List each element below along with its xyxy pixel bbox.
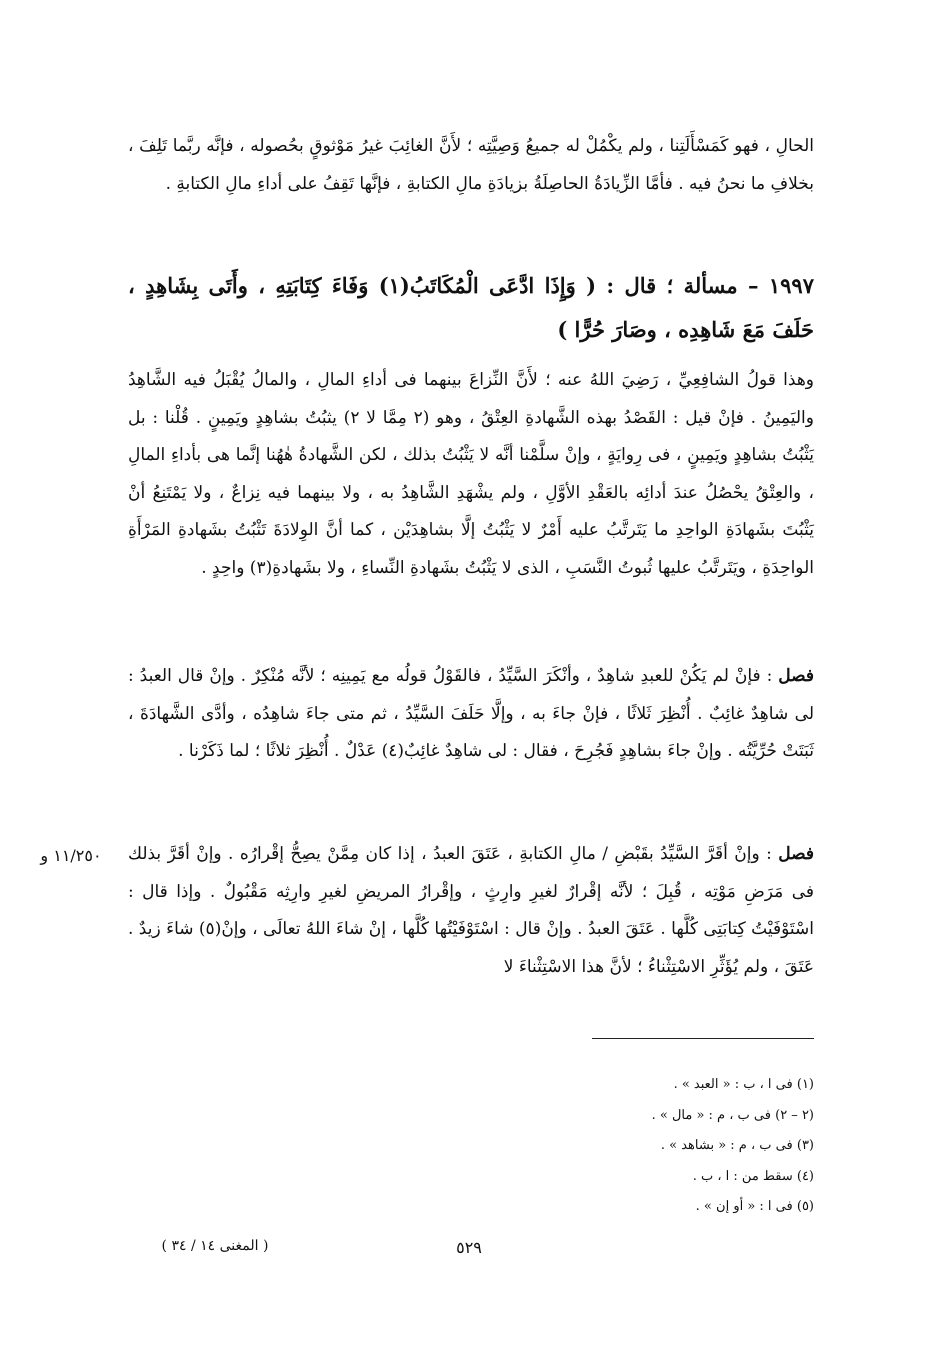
masala-heading: [128, 264, 814, 352]
commentary-paragraph: وهذا قولُ الشافِعِيِّ ، رَضِيَ اللهُ عنه ؛ لأَنَّ النِّزاعَ بينهما فى أداءِ المالِ ، والمالُ يُقْبَلُ فيه الشَّاهِدُ واليَمِينُ . فإنْ قيل : القَصْدُ بهذه الشَّهادةِ العِتْقُ ، وهو (٢ مِمَّا لا ٢) يثبُتُ بشاهِدٍ ويَمِينٍ . قُلْنا : بل يَثْبُتُ بشاهِدٍ ويَمِينٍ ، فى رِوايَةٍ ، وإنْ سلَّمْنا أنَّه لا يَثْبُتُ بذلك ، لكن الشَّهادةُ هٰهُنا إنَّما هى بأداءِ المالِ ، والعِتْقُ يحْصُلُ عندَ أدائِه بالعَقْدِ الأوَّلِ ، ولم يشْهَدِ الشَّاهِدُ به ، ولا بينهما فيه نِزاعٌ ، ولا يَمْتَنِعُ أنْ يَثْبُتَ بشَهادَةِ الواحِدِ ما يَتَرتَّبُ عليه أَمْرٌ لا يَثْبُتُ إلَّا بشاهِدَيْن ، كما أنَّ الوِلادَةَ تَثْبُتُ بشَهادةِ المَرْأَةِ الواحِدَةِ ، ويَتَرتَّبُ عليها ثُبوتُ النَّسَبِ ، الذى لا يَثْبُتُ بشَهادةِ النِّساءِ ، ولا بشَهادةِ(٣) واحِدٍ .: [128, 370, 814, 578]
masala-text: – مسألة ؛ قال : ( وَإِذَا ادَّعَى الْمُكَاتَبُ(١) وَفَاءَ كِتَابَتِهِ ، وأَتَى بِشَاهِدٍ ، حَلَفَ مَعَ شَاهِدِه ، وصَارَ حُرًّا ): [128, 273, 814, 342]
fasl-paragraph-1: [128, 658, 814, 771]
footnote-divider: [592, 1038, 814, 1039]
page-number: ٥٢٩: [456, 1238, 482, 1257]
footnote-item: (٤) سقط من : ا ، ب .: [692, 1168, 814, 1184]
masala-number: ١٩٩٧: [768, 273, 814, 298]
footnote-item: (١) فى ا ، ب : « العبد » .: [673, 1077, 814, 1092]
footnote-item: (٢ – ٢) فى ب ، م : « مال » .: [651, 1107, 814, 1123]
fasl-text: : فإنْ لم يَكُنْ للعبدِ شاهِدٌ ، وأنْكَرَ السَّيِّدُ ، فالقَوْلُ قولُه مع يَمِينِه ؛ لأنَّه مُنْكِرٌ . وإنْ قال العبدُ : لى شاهِدٌ غائِبٌ . أُنْظِرَ ثَلاثًا ، فإنْ جاءَ به ، وإلَّا حَلَفَ السَّيِّدُ ، ثم متى جاءَ شاهِدُه ، وأدَّى الشَّهادَةَ ، ثَبَتَتْ حُرِّيَّتُه . وإنْ جاءَ بشاهِدٍ فَجُرِحَ ، فقال : لى شاهِدٌ غائِبٌ(٤) عَدْلٌ . أُنْظِرَ ثلاثًا ؛ لما ذَكَرْنا .: [128, 666, 814, 761]
fasl-label: فصل: [778, 666, 814, 686]
fasl-paragraph-2: [128, 836, 814, 986]
footnote-item: (٥) فى ا : « أو إن » .: [695, 1199, 814, 1214]
volume-signature: ( المغنى ١٤ / ٣٤ ): [161, 1238, 269, 1254]
paragraph-continuation: الحالِ ، فهو كَمَسْأَلَتِنا ، ولم يكْمُلْ له جميعُ وَصِيَّتِه ؛ لأَنَّ الغائِبَ غيرُ مَوْثوقٍ بحُصوله ، فإنَّه ربَّما تَلِفَ ، بخلافِ ما نحنُ فيه . فأمَّا الزِّيادَةُ الحاصِلَةُ بزيادَةِ مالِ الكتابةِ ، فإنَّها تَقِفُ على أداءِ مالِ الكتابةِ .: [128, 136, 814, 194]
manuscript-folio-note: ١١/٢٥٠ و: [40, 846, 102, 865]
footnotes: [520, 1070, 814, 1223]
footnote-item: (٣) فى ب ، م : « بشاهد » .: [660, 1138, 814, 1153]
fasl-text: : وإنْ أقَرَّ السَّيِّدُ بقَبْضِ / مالِ الكتابةِ ، عَتَقَ العبدُ ، إذا كان مِمَّنْ يصِحُّ إقْرارُه . وإنْ أقَرَّ بذلك فى مَرَضِ مَوْتِه ، قُبِلَ ؛ لأنَّه إقْرارٌ لغيرِ وارِثٍ ، وإقْرارُ المريضِ لغيرِ وارِثِه مَقْبُولٌ . وإذا قال : اسْتَوْفَيْتُ كِتابَتِى كُلَّها . عَتَقَ العبدُ . وإنْ قال : اسْتَوْفَيْتُها كُلَّها ، إنْ شاءَ اللهُ تعالَى ، وإنْ(٥) شاءَ زيدٌ . عَتَقَ ، ولم يُؤَثِّرِ الاسْتِثْناءُ ؛ لأنَّ هذا الاسْتِثْناءَ لا: [128, 844, 814, 977]
fasl-label: فصل: [778, 844, 814, 864]
